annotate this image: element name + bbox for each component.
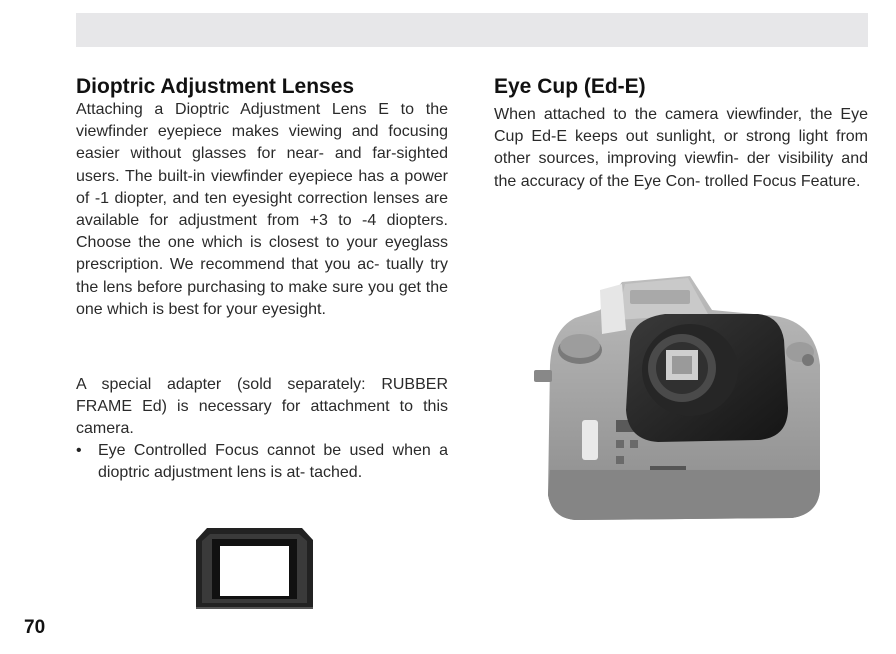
eyecup-paragraph: When attached to the camera viewfinder, the Eye Cup Ed-E keeps out sunlight, or strong light from other sources, improving viewfin- der visibility and the accuracy of the Eye Con- trolled Focus Feature. xyxy=(494,106,868,190)
eyepiece-frame-icon xyxy=(193,526,316,610)
header-band xyxy=(76,13,868,47)
dioptric-paragraph-1: Attaching a Dioptric Adjustment Lens E to the viewfinder eyepiece makes viewing and focusing easier without glasses for near- and far-sighted users. The built-in viewfinder eyepiece has a power of -1 diopter, and ten eyesight correction lenses are available for adjustment from +3 to -4 diopters. Choose the one which is closest to your eyeglass prescription. We recommend that you ac- tually try the lens before purchasing to make sure you get the one which is best for your eyesight. xyxy=(76,101,448,318)
camera-with-eyecup-icon xyxy=(530,270,830,525)
dioptric-heading: Dioptric Adjustment Lenses xyxy=(76,75,355,98)
bullet-marker: • xyxy=(76,442,82,459)
eyecup-heading: Eye Cup (Ed-E) xyxy=(494,75,646,98)
dioptric-paragraph-2: A special adapter (sold separately: RUBBER FRAME Ed) is necessary for attachment to this camera. xyxy=(76,376,448,438)
page-number: 70 xyxy=(24,617,46,638)
bullet-text: Eye Controlled Focus cannot be used when a dioptric adjustment lens is at- tached. xyxy=(98,442,448,482)
bullet-item xyxy=(76,440,448,484)
